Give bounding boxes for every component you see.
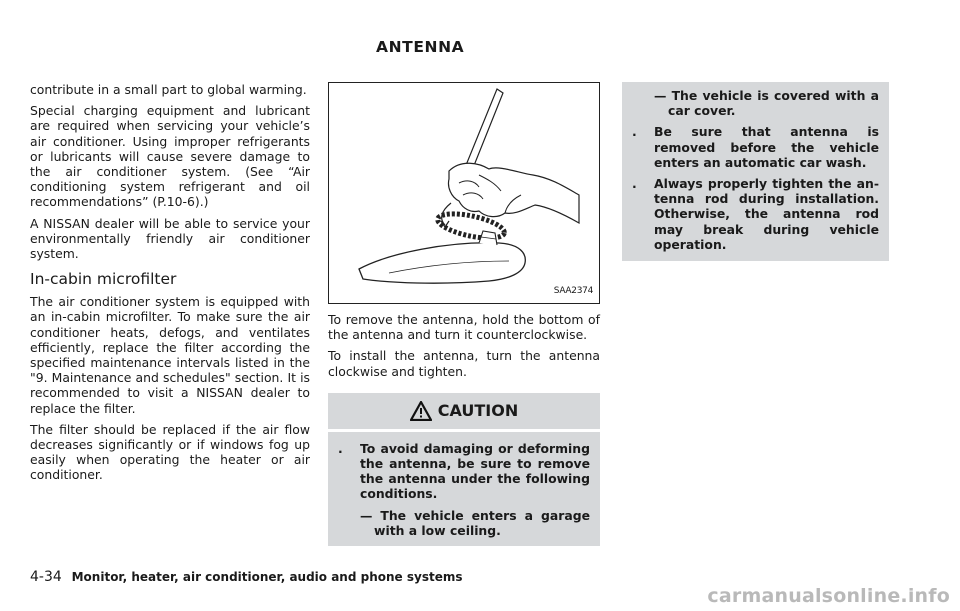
paragraph: contribute in a small part to global warming. bbox=[30, 82, 307, 97]
right-column bbox=[622, 82, 889, 261]
caution-body bbox=[328, 432, 600, 546]
caution-bullet bbox=[632, 124, 879, 170]
bullet-symbol: . bbox=[338, 440, 343, 456]
paragraph: The filter should be replaced if the air flow decreases significantly or if windows fog up easily when operating the heater or air conditioner. bbox=[30, 421, 310, 483]
antenna-drawing bbox=[329, 83, 599, 303]
caution-dash-item: — The vehicle enters a garage with a low ceiling. bbox=[360, 507, 590, 538]
left-column bbox=[30, 82, 310, 489]
bullet-text: Always properly tighten the antenna rod during installation. Otherwise, the antenna rod may break during vehicle operation. bbox=[654, 176, 879, 252]
chapter-title: Monitor, heater, air conditioner, audio and phone systems bbox=[71, 570, 463, 584]
figure-code: SAA2374 bbox=[553, 285, 593, 296]
bullet-symbol: . bbox=[632, 124, 637, 140]
middle-column bbox=[328, 82, 600, 546]
paragraph: The air conditioner system is equipped with an in-cabin microfilter. To make sure the air conditioner heats, defogs, and ventilates efficiently, replace the filter according the specified maintenance intervals listed in the "9. Maintenance and schedules" section. It is recommended to visit a NISSAN dealer to replace the filter. bbox=[30, 294, 310, 416]
antenna-illustration bbox=[328, 82, 600, 304]
paragraph: Special charging equipment and lubricant are required when servicing your vehicle’s air conditioner. Using improper refrigerants or lubricants will cause severe damage to the air conditioner system. (See “Air conditioning system refrigerant and oil recommendations” (P.10-6).) bbox=[30, 103, 310, 210]
section-title: ANTENNA bbox=[376, 38, 465, 56]
paragraph: A NISSAN dealer will be able to service your environmentally friendly air conditioner system. bbox=[30, 215, 310, 262]
caution-title: CAUTION bbox=[437, 401, 519, 421]
caution-dash-item: — The vehicle is covered with a car cover. bbox=[654, 88, 879, 119]
page-footer bbox=[30, 569, 462, 585]
bullet-text: Be sure that antenna is removed before the vehicle enters an automatic car wash. bbox=[654, 124, 879, 170]
caution-bullet bbox=[338, 441, 590, 502]
caution-header bbox=[328, 393, 600, 429]
subheading-in-cabin-microfilter: In-cabin microfilter bbox=[30, 270, 177, 289]
bullet-symbol: . bbox=[632, 176, 637, 192]
page-number: 4-34 bbox=[30, 569, 62, 585]
caution-bullet bbox=[632, 176, 879, 252]
bullet-text: To avoid damaging or deforming the antenna, be sure to remove the antenna under the following conditions. bbox=[360, 440, 590, 502]
caution-continued bbox=[622, 82, 889, 261]
warning-triangle-icon bbox=[410, 401, 432, 421]
paragraph: To install the antenna, turn the antenna clockwise and tighten. bbox=[328, 348, 600, 379]
watermark: carmanualsonline.info bbox=[707, 585, 950, 607]
paragraph: To remove the antenna, hold the bottom of the antenna and turn it counterclockwise. bbox=[328, 312, 600, 343]
